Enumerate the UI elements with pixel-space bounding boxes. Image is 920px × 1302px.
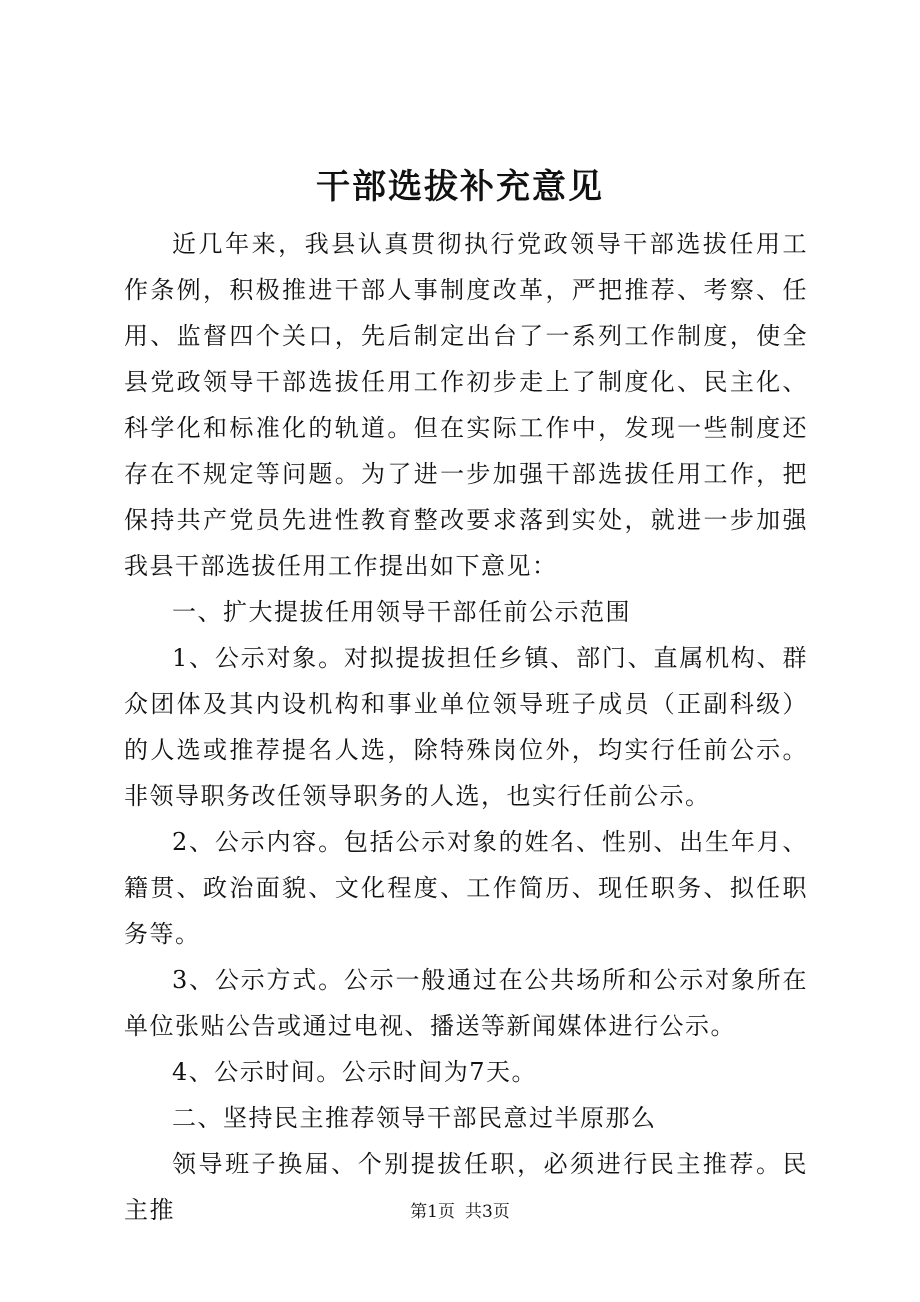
page-number: 第1页	[410, 1202, 455, 1222]
paragraph-intro: 近几年来，我县认真贯彻执行党政领导干部选拔任用工作条例，积极推进干部人事制度改革，严把推荐、考察、任用、监督四个关口，先后制定出台了一系列工作制度，使全县党政领导干部选拔任用工作初步走上了制度化、民主化、科学化和标准化的轨道。但在实际工作中，发现一些制度还存在不规定等问题。为了进一步加强干部选拔任用工作，把保持共产党员先进性教育整改要求落到实处，就进一步加强我县干部选拔任用工作提出如下意见：	[124, 230, 808, 580]
paragraph-item-2: 2、公示内容。包括公示对象的姓名、性别、出生年月、籍贯、政治面貌、文化程度、工作简历、现任职务、拟任职务等。	[124, 828, 808, 948]
section-heading-2: 二、坚持民主推荐领导干部民意过半原那么	[172, 1104, 657, 1132]
paragraph-item-4: 4、公示时间。公示时间为7天。	[172, 1058, 538, 1086]
document-body	[124, 221, 808, 1233]
paragraph-item-3: 3、公示方式。公示一般通过在公共场所和公示对象所在单位张贴公告或通过电视、播送等新闻媒体进行公示。	[124, 966, 808, 1040]
paragraph-section-2: 领导班子换届、个别提拔任职，必须进行民主推荐。民主推	[124, 1150, 808, 1224]
page-footer	[0, 1200, 920, 1224]
section-heading-1: 一、扩大提拔任用领导干部任前公示范围	[172, 598, 631, 626]
paragraph-item-1: 1、公示对象。对拟提拔担任乡镇、部门、直属机构、群众团体及其内设机构和事业单位领导班子成员（正副科级）的人选或推荐提名人选，除特殊岗位外，均实行任前公示。非领导职务改任领导职务的人选，也实行任前公示。	[124, 644, 808, 810]
document-title: 干部选拔补充意见	[316, 167, 604, 207]
page-total: 共3页	[465, 1202, 510, 1222]
